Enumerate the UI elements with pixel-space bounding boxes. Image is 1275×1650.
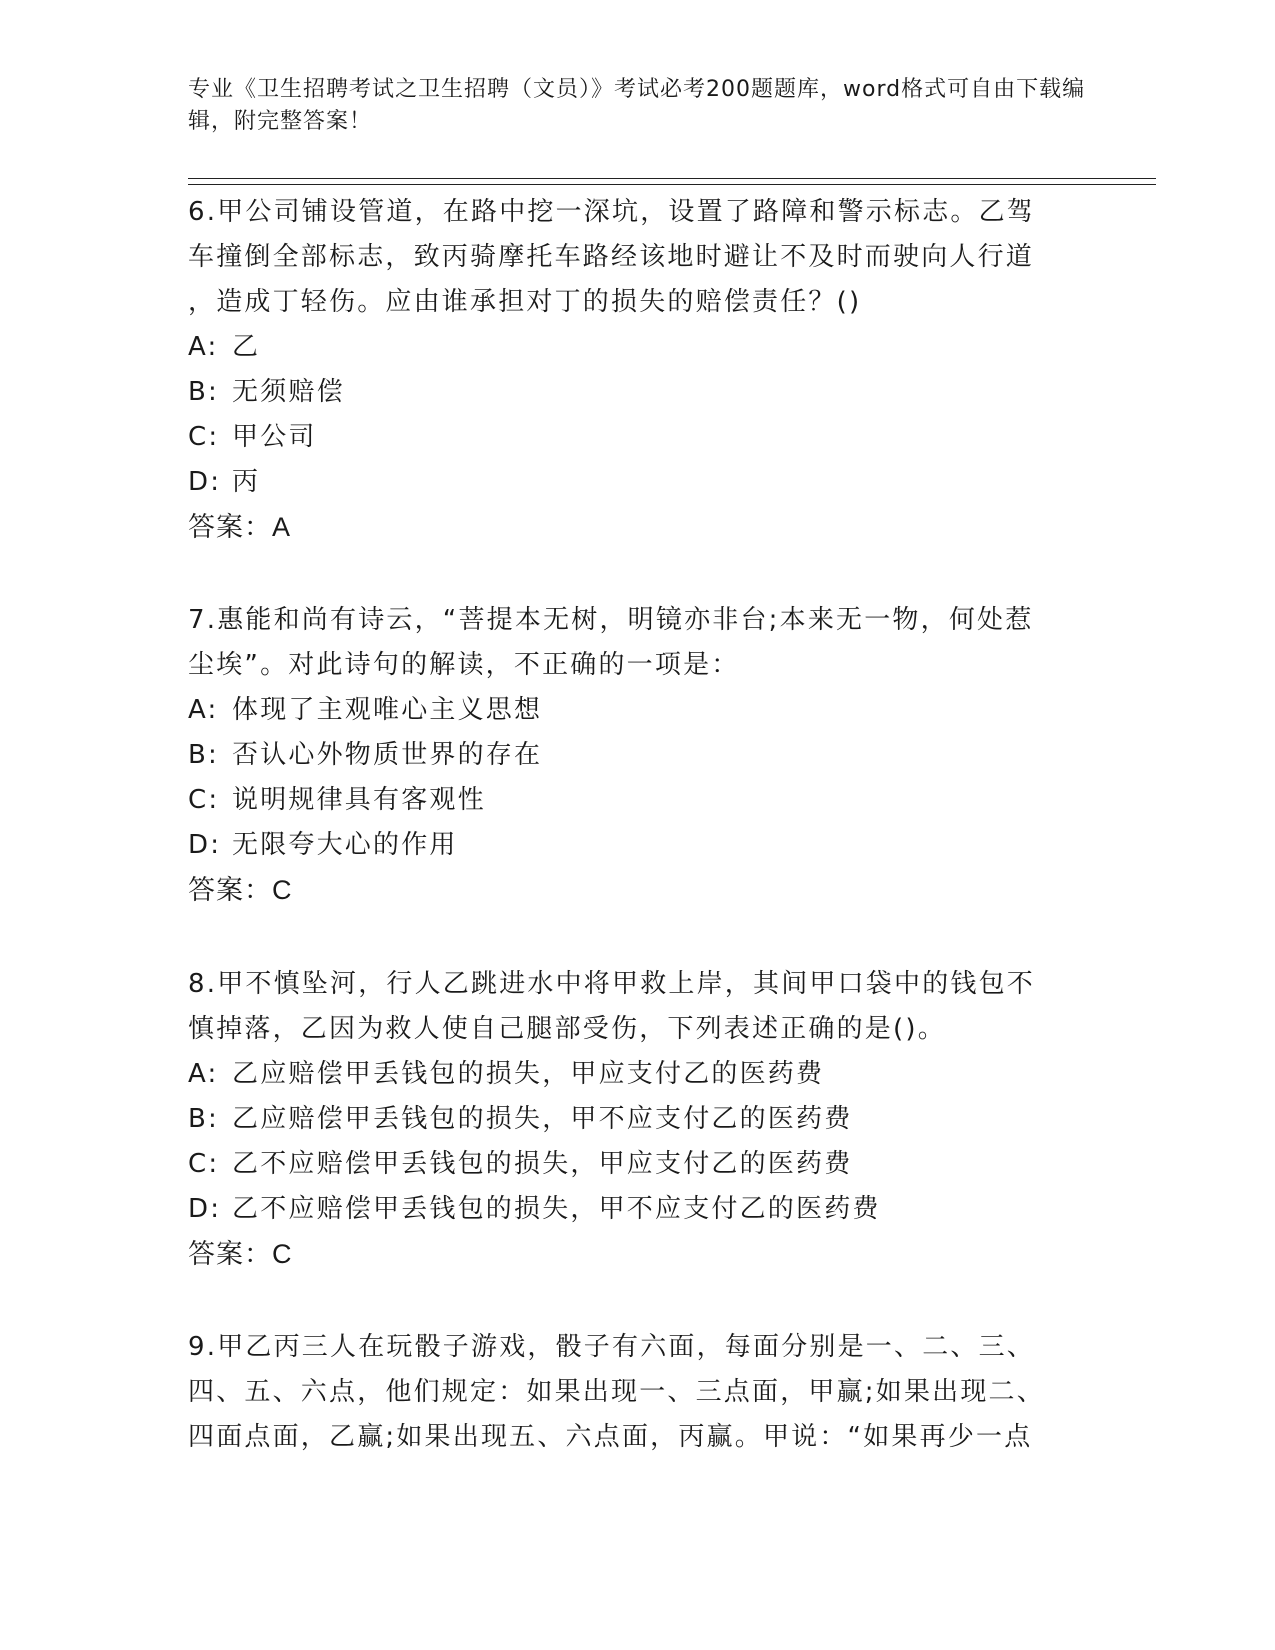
stem-line: 慎掉落，乙因为救人使自己腿部受伤，下列表述正确的是()。 bbox=[188, 1014, 946, 1044]
option-key: B: bbox=[188, 377, 219, 407]
option-text: 乙 bbox=[232, 332, 261, 362]
answer: 答案：A bbox=[188, 512, 292, 542]
option-c bbox=[188, 415, 1088, 460]
answer: 答案：C bbox=[188, 875, 293, 905]
option-a bbox=[188, 1052, 1088, 1097]
option-key: B: bbox=[188, 1104, 219, 1134]
option-text: 乙不应赔偿甲丢钱包的损失，甲应支付乙的医药费 bbox=[232, 1149, 853, 1179]
option-text: 体现了主观唯心主义思想 bbox=[232, 695, 543, 725]
option-key: D: bbox=[188, 467, 222, 497]
header-divider-top bbox=[188, 178, 1156, 179]
stem-line: 四面点面，乙赢;如果出现五、六点面，丙赢。甲说：“如果再少一点 bbox=[188, 1422, 1033, 1452]
option-text: 乙应赔偿甲丢钱包的损失，甲应支付乙的医药费 bbox=[232, 1059, 825, 1089]
header-divider-bottom bbox=[188, 184, 1156, 185]
question-9 bbox=[188, 1325, 1088, 1460]
question-stem bbox=[188, 962, 1088, 1052]
option-key: A: bbox=[188, 1059, 219, 1089]
question-stem bbox=[188, 190, 1088, 325]
stem-line: ，造成丁轻伤。应由谁承担对丁的损失的赔偿责任？() bbox=[188, 287, 862, 317]
stem-line: 四、五、六点，他们规定：如果出现一、三点面，甲赢;如果出现二、 bbox=[188, 1377, 1045, 1407]
stem-line: 8.甲不慎坠河，行人乙跳进水中将甲救上岸，其间甲口袋中的钱包不 bbox=[188, 969, 1036, 999]
document-header bbox=[188, 74, 1088, 138]
option-c bbox=[188, 1142, 1088, 1187]
option-key: A: bbox=[188, 332, 219, 362]
stem-line: 尘埃”。对此诗句的解读，不正确的一项是： bbox=[188, 650, 740, 680]
option-text: 无限夸大心的作用 bbox=[232, 830, 458, 860]
stem-line: 车撞倒全部标志，致丙骑摩托车路经该地时避让不及时而驶向人行道 bbox=[188, 242, 1035, 272]
answer: 答案：C bbox=[188, 1239, 293, 1269]
question-6 bbox=[188, 190, 1088, 550]
option-b bbox=[188, 370, 1088, 415]
option-text: 说明规律具有客观性 bbox=[232, 785, 486, 815]
option-key: C: bbox=[188, 1149, 220, 1179]
stem-line: 9.甲乙丙三人在玩骰子游戏，骰子有六面，每面分别是一、二、三、 bbox=[188, 1332, 1036, 1362]
option-key: D: bbox=[188, 830, 222, 860]
option-a bbox=[188, 325, 1088, 370]
option-c bbox=[188, 778, 1088, 823]
option-d bbox=[188, 823, 1088, 868]
stem-line: 6.甲公司铺设管道，在路中挖一深坑，设置了路障和警示标志。乙驾 bbox=[188, 197, 1036, 227]
option-key: B: bbox=[188, 740, 219, 770]
option-b bbox=[188, 733, 1088, 778]
option-text: 乙应赔偿甲丢钱包的损失，甲不应支付乙的医药费 bbox=[232, 1104, 853, 1134]
question-8 bbox=[188, 962, 1088, 1277]
option-key: C: bbox=[188, 785, 220, 815]
option-text: 甲公司 bbox=[232, 422, 317, 452]
option-d bbox=[188, 460, 1088, 505]
option-key: D: bbox=[188, 1194, 222, 1224]
option-text: 无须赔偿 bbox=[232, 377, 345, 407]
option-key: A: bbox=[188, 695, 219, 725]
option-text: 丙 bbox=[232, 467, 261, 497]
question-7 bbox=[188, 598, 1088, 913]
stem-line: 7.惠能和尚有诗云，“菩提本无树，明镜亦非台;本来无一物，何处惹 bbox=[188, 605, 1034, 635]
option-key: C: bbox=[188, 422, 220, 452]
option-d bbox=[188, 1187, 1088, 1232]
header-text: 专业《卫生招聘考试之卫生招聘（文员）》考试必考200题题库，word格式可自由下载编辑，附完整答案！ bbox=[188, 77, 1086, 134]
question-stem bbox=[188, 1325, 1088, 1460]
option-a bbox=[188, 688, 1088, 733]
option-text: 乙不应赔偿甲丢钱包的损失，甲不应支付乙的医药费 bbox=[232, 1194, 881, 1224]
option-b bbox=[188, 1097, 1088, 1142]
question-stem bbox=[188, 598, 1088, 688]
option-text: 否认心外物质世界的存在 bbox=[232, 740, 543, 770]
